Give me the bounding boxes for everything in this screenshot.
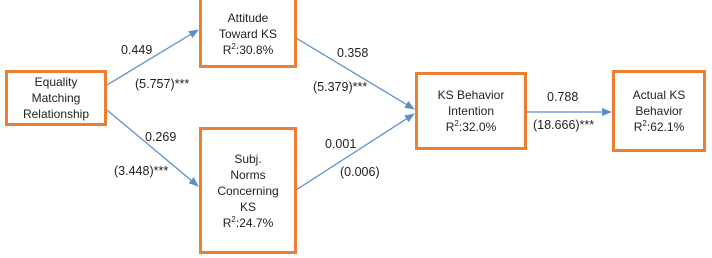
- tvalue-intention-to-actual: (18.666)***: [533, 118, 595, 132]
- node-label-line: Equality: [34, 75, 78, 89]
- coef-equality-to-attitude: 0.449: [121, 43, 153, 57]
- node-label-line: Attitude: [227, 11, 269, 25]
- coef-equality-to-norms: 0.269: [145, 130, 177, 144]
- r-squared-label: $R^2:30.8\%$: [222, 42, 274, 57]
- node-label-line: Toward KS: [218, 27, 278, 41]
- node-label-line: KS Behavior: [437, 88, 505, 102]
- tvalue-norms-to-intention: (0.006): [340, 165, 380, 179]
- coef-attitude-to-intention: 0.358: [337, 46, 369, 60]
- node-label-line: Norms: [230, 167, 266, 182]
- tvalue-attitude-to-intention: (5.379)***: [313, 80, 368, 94]
- r-squared-label: $R^2:32.0\%$: [445, 119, 497, 134]
- node-ks-behavior-intention: [415, 72, 527, 150]
- node-label-line: Actual KS: [632, 88, 686, 102]
- node-label-line: Concerning: [217, 183, 279, 198]
- coef-norms-to-intention: 0.001: [325, 137, 357, 151]
- tvalue-equality-to-norms: (3.448)***: [114, 164, 169, 178]
- r-squared-label: $R^2:24.7\%$: [222, 214, 274, 230]
- node-label-line: Intention: [447, 104, 495, 118]
- node-equality-matching-relationship: [5, 70, 107, 126]
- node-actual-ks-behavior: [612, 70, 706, 152]
- node-label-line: Relationship: [22, 107, 90, 121]
- tvalue-equality-to-attitude: (5.757)***: [135, 77, 190, 91]
- node-label-line: Behavior: [635, 104, 683, 118]
- node-label-line: Subj.: [234, 151, 262, 166]
- node-attitude-toward-ks: [199, 0, 297, 68]
- node-subjective-norms: [199, 127, 297, 254]
- node-label-line: KS: [239, 199, 256, 214]
- coef-intention-to-actual: 0.788: [547, 90, 579, 104]
- r-squared-label: $R^2:62.1\%$: [633, 119, 685, 134]
- node-label-line: Matching: [31, 91, 81, 105]
